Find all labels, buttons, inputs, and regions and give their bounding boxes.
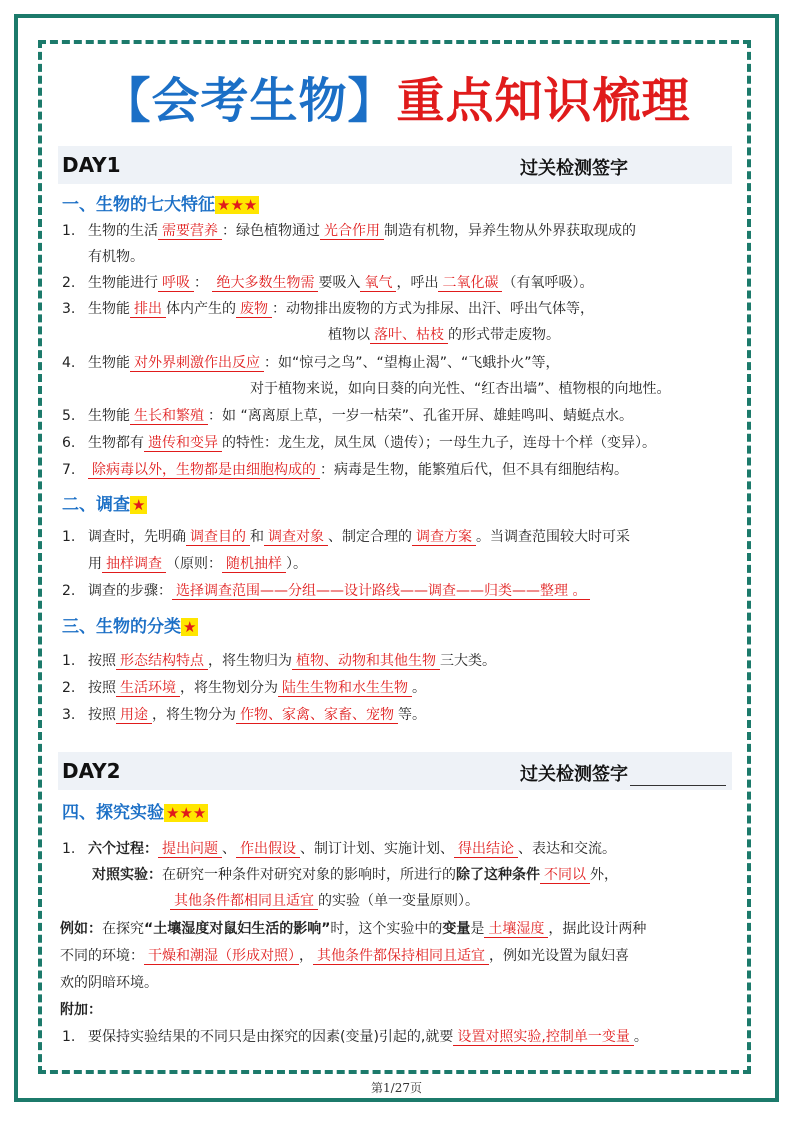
- star-icon: ★: [132, 496, 146, 514]
- s1-line-4: 4. 生物能 对外界刺激作出反应 ：如“惊弓之鸟”、“望梅止渴”、“飞蛾扑火”等，: [62, 355, 560, 371]
- signature-line: [630, 768, 726, 786]
- s2-line-2: 2. 调查的步骤： 选择调查范围——分组——设计路线——调查——归类——整理 。: [62, 580, 590, 600]
- s4-line-1: 1. 六个过程： 提出问题 、 作出假设 、制订计划、实施计划、 得出结论 、表达和交流。: [62, 841, 616, 857]
- s1-line-5: 5. 生物能 生长和繁殖 ：如 “离离原上草，一岁一枯荣”、孔雀开屏、雄蛙鸣叫、蜻蜓点水。: [62, 408, 633, 424]
- s1-line-2: 2. 生物能进行 呼吸 ： 绝大多数生物需 要吸入 氧气 ，呼出 二氧化碳 （有氧呼吸）。: [62, 275, 594, 291]
- section-2-title: 二、调查 ★: [62, 495, 146, 515]
- s4-example-line-2: 不同的环境： 干燥和潮湿（形成对照） ， 其他条件都保持相同且适宜 ，例如光设置为鼠妇喜: [60, 948, 629, 964]
- s4-line-4: 1. 要保持实验结果的不同只是由探究的因素(变量)引起的,就要 设置对照实验,控制单一变量 。: [62, 1029, 648, 1045]
- s3-line-3: 3. 按照 用途 ，将生物分为 作物、家禽、家畜、宠物 等。: [62, 707, 426, 723]
- day2-bar: [58, 752, 732, 790]
- section-4-title: 四、探究实验 ★★★: [62, 803, 207, 823]
- s1-line-6: 6. 生物都有 遗传和变异 的特性：龙生龙，凤生凤（遗传）；一母生九子，连母十个样（变异）。: [62, 435, 656, 451]
- section-3-title: 三、生物的分类 ★: [62, 617, 197, 637]
- s2-line-1: 1. 调查时，先明确 调查目的 和 调查对象 、制定合理的 调查方案 。当调查范围较大时可采: [62, 529, 630, 545]
- s3-line-1: 1. 按照 形态结构特点 ，将生物归为 植物、动物和其他生物 三大类。: [62, 653, 496, 669]
- day1-label: DAY1: [62, 153, 121, 177]
- section-1-title: 一、生物的七大特征 ★★★: [62, 195, 258, 215]
- day1-sign: 过关检测签字: [520, 158, 628, 179]
- s1-line-7: 7. 除病毒以外，生物都是由细胞构成的 ：病毒是生物，能繁殖后代，但不具有细胞结构。: [62, 462, 628, 478]
- page-number: 第1/27页: [371, 1081, 422, 1095]
- s4-line-2b: 其他条件都相同且适宜 的实验（单一变量原则）。: [170, 890, 479, 910]
- day2-sign: 过关检测签字: [520, 760, 726, 786]
- s2-line-1b: 用 抽样调查 （原则： 随机抽样 ）。: [88, 556, 307, 572]
- day1-bar: [58, 146, 732, 184]
- star-icon: ★: [183, 618, 197, 636]
- page-title: 【会考生物】重点知识梳理: [102, 73, 691, 129]
- s4-example-line-3: 欢的阴暗环境。: [60, 975, 158, 991]
- s1-line-3b: 植物以 落叶、枯枝 的形式带走废物。: [328, 327, 560, 343]
- s1-line-3: 3. 生物能 排出 体内产生的 废物 ：动物排出废物的方式为排尿、出汗、呼出气体等，: [62, 301, 594, 317]
- s1-line-1: 1. 生物的生活 需要营养 ：绿色植物通过 光合作用 制造有机物，异养生物从外界获取现成的: [62, 223, 636, 239]
- s3-line-2: 2. 按照 生活环境 ，将生物划分为 陆生生物和水生生物 。: [62, 680, 426, 696]
- s1-line-4b: 对于植物来说，如向日葵的向光性、“红杏出墙”、植物根的向地性。: [250, 381, 671, 397]
- fujia-label: 附加：: [60, 1002, 102, 1018]
- day2-label: DAY2: [62, 759, 121, 783]
- s4-example-line-1: 例如：在探究“土壤湿度对鼠妇生活的影响”时，这个实验中的变量是 土壤湿度 ，据此设计两种: [60, 921, 647, 937]
- star-icon: ★★★: [217, 196, 258, 214]
- s1-line-1b: 有机物。: [88, 249, 144, 265]
- star-icon: ★★★: [166, 804, 207, 822]
- s4-line-2: 对照实验：在研究一种条件对研究对象的影响时，所进行的除了这种条件 不同以 外，: [92, 867, 618, 883]
